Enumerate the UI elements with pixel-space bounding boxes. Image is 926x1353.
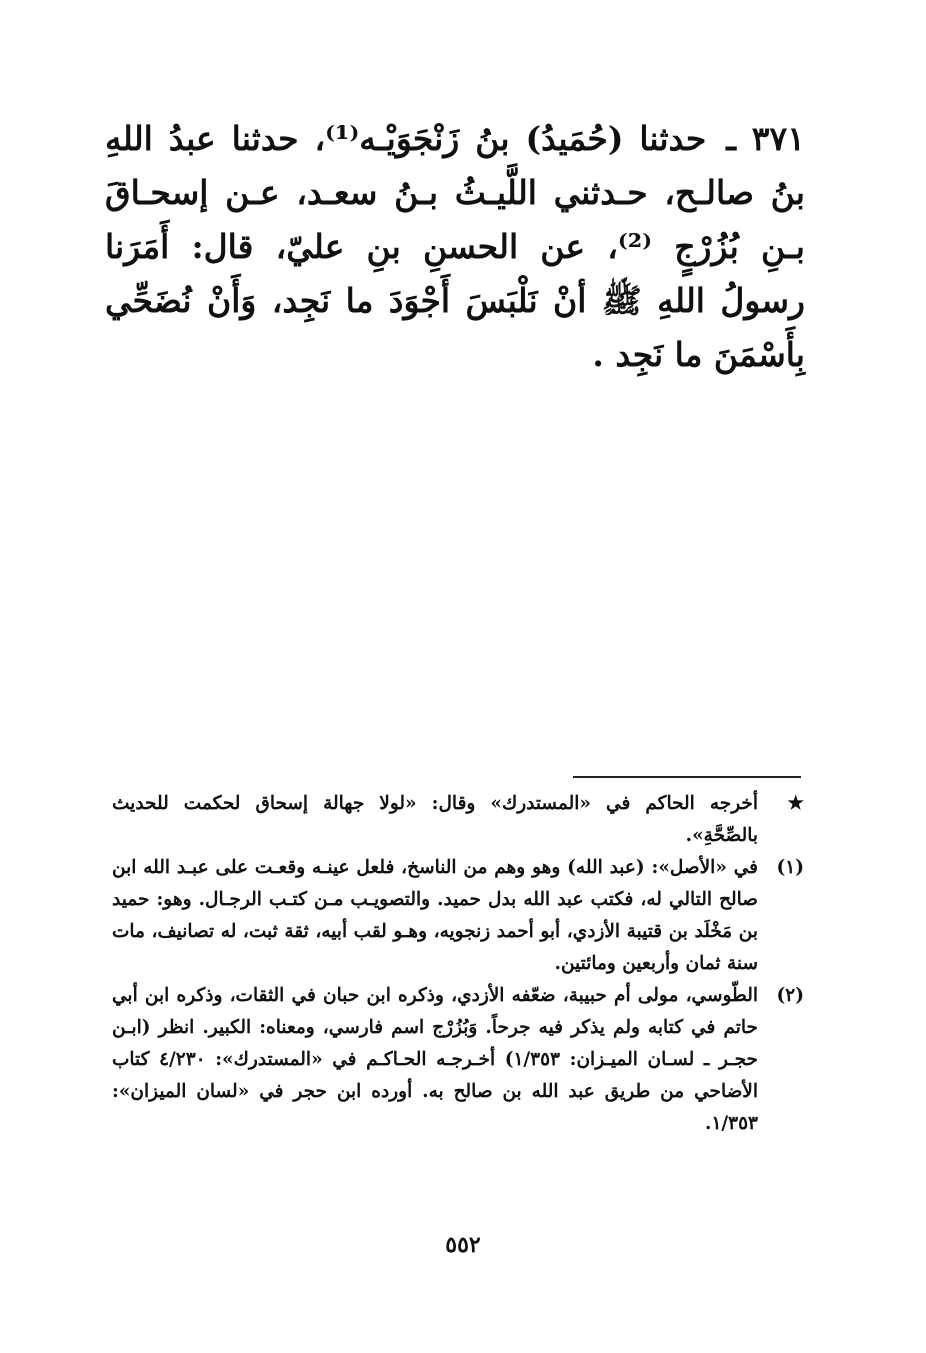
- footnote-text: أخرجه الحاكم في «المستدرك» وقال: «لولا جهالة إسحاق لحكمت للحديث بالصِّحَّةِ».: [112, 793, 758, 846]
- hadith-number: ٣٧١ ـ: [726, 119, 805, 158]
- footnote-marker: ★: [787, 793, 804, 814]
- footnote-marker: (١): [776, 857, 804, 878]
- hadith-text: [105, 112, 805, 382]
- page-number: ٥٥٢: [445, 1232, 481, 1258]
- footnote-takhrij: [112, 788, 804, 852]
- footnote-text: في «الأصل»: (عبد الله) وهو وهم من الناسخ، فلعل عينـه وقعـت على عبـد الله ابن صالح التالي له، فكتب عبد الله بدل حميد. والتصويـب مـن كتـب الرجـال. وهو: حميد بن مَخْلَد بن قتيبة الأزدي، أبو أحمد زنجويه، وهـو لقب أبيه، ثقة ثبت، له تصانيف، مات سنة ثمان وأربعين ومائتين.: [112, 857, 758, 974]
- footnotes: [112, 788, 804, 1140]
- footnote-text: الطّوسي، مولى أم حبيبة، ضعّفه الأزدي، وذكره ابن حبان في الثقات، وذكره ابن أبي حاتم في كتابه ولم يذكر فيه جرحاً. وَبُزُرْج اسم فارسي، ومعناه: الكبير. انظر (ابـن حجـر ـ لسـان الميـزان: ١/٣٥٣) أخـرجـه الحـاكـم في «المستدرك»: ٤/٢٣٠ كتاب الأضاحي من طريق عبد الله بن صالح به. أورده ابن حجر في «لسان الميزان»: ١/٣٥٣.: [112, 985, 758, 1134]
- footnote-2: [112, 980, 804, 1140]
- footnote-separator: [573, 776, 801, 778]
- footnote-1: [112, 852, 804, 980]
- hadith-body: حدثنا (حُمَيدُ) بنُ زَنْجَوَيْـه⁽¹⁾، حدثنا عبدُ اللهِ بنُ صالـح، حـدثني اللَّيـثُ بـنُ سعـد، عـن إسحـاقَ بـنِ بُزُرْجٍ ⁽²⁾، عن الحسنِ بنِ عليّ، قال: أَمَرَنا رسولُ اللهِ ﷺ أنْ نَلْبَسَ أَجْوَدَ ما نَجِد، وَأَنْ نُضَحِّي بِأَسْمَنَ ما نَجِد .: [105, 119, 805, 374]
- footnote-marker: (٢): [776, 985, 804, 1006]
